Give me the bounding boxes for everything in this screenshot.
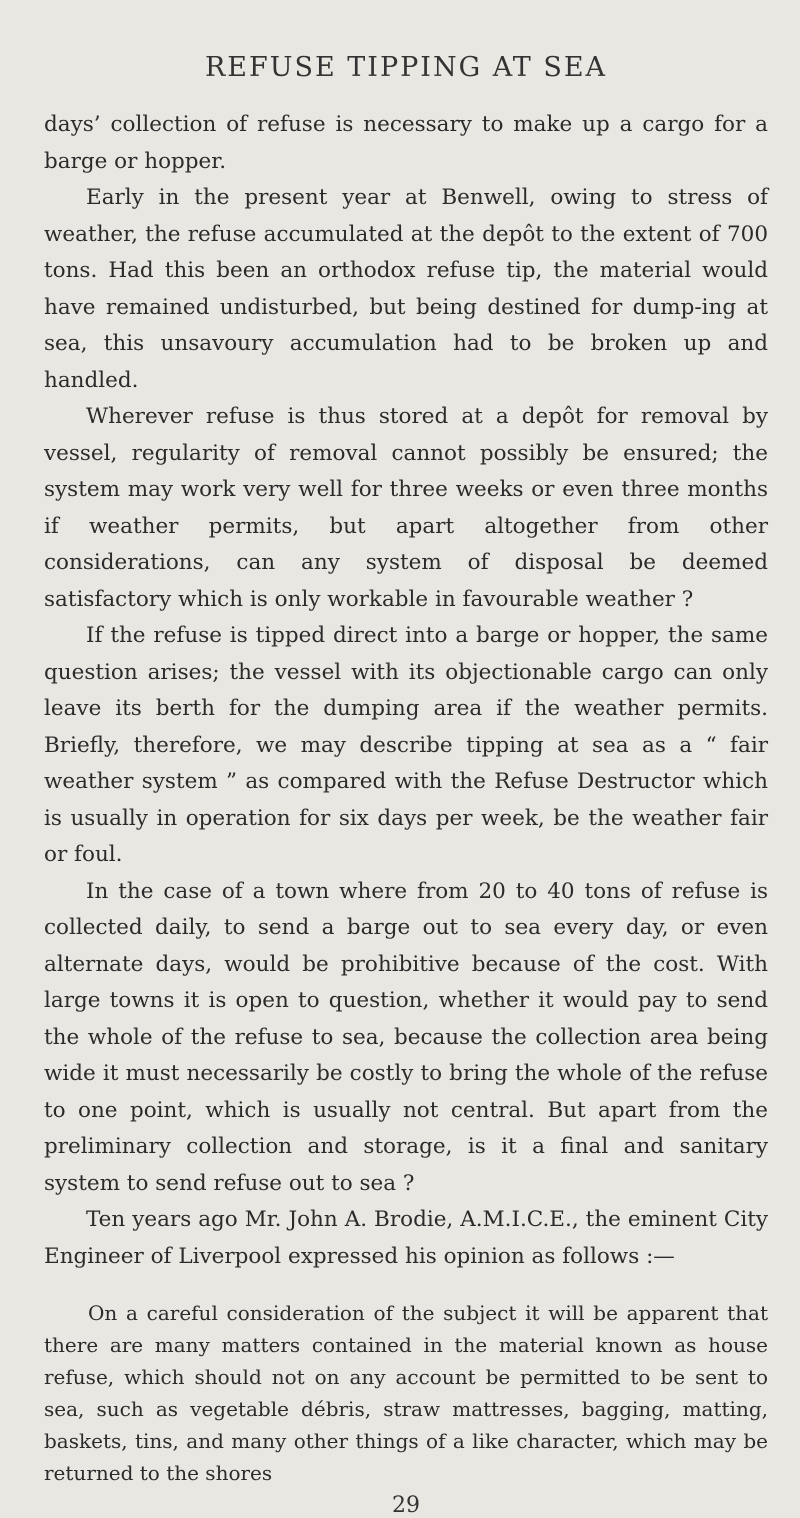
paragraph-barge-hopper: If the refuse is tipped direct into a barge or hopper, the same question arises; the vessel with its objectionable cargo can only leave its berth for the dumping area if the weather permits. Briefly, therefore, we may describe tipping at sea as a “ fair weather system ” as compared with the Refuse Destructor which is usually in operation for six days per week, be the weather fair or foul. [44,623,768,867]
paragraph-town-cost: In the case of a town where from 20 to 40 tons of refuse is collected daily, to send a barge out to sea every day, or even alternate days, would be prohibitive because of the cost. With large towns it is open to question, whether it would pay to send the whole of the refuse to sea, because the collection area being wide it must necessarily be costly to bring the whole of the refuse to one point, which is usually not central. But apart from the preliminary collection and storage, is it a final and sanitary system to send refuse out to sea ? [44,878,768,1196]
paragraph-brodie: Ten years ago Mr. John A. Brodie, A.M.I.C.E., the eminent City Engineer of Liverpool expressed his opinion as follows :— [44,1207,768,1269]
page-number: 29 [392,1493,420,1518]
body-text [44,107,768,1489]
paragraph-depot-storage: Wherever refuse is thus stored at a depôt for removal by vessel, regularity of removal cannot possibly be ensured; the system may work very well for three weeks or even three months if weather permits, but apart altogether from other considerations, can any system of disposal be deemed satisfactory which is only workable in favourable weather ? [44,404,768,612]
paragraph-continuation: days’ collection of refuse is necessary to make up a cargo for a barge or hopper. [44,112,768,174]
block-quote: On a careful consideration of the subject it will be apparent that there are many matters contained in the material known as house refuse, which should not on any account be permitted to be sent to sea, such as vegetable débris, straw mattresses, bagging, matting, baskets, tins, and many other things of a like character, which may be returned to the shores [44,1301,768,1485]
running-head: REFUSE TIPPING AT SEA [204,52,608,83]
paragraph-benwell: Early in the present year at Benwell, owing to stress of weather, the refuse accumulated at the depôt to the extent of 700 tons. Had this been an orthodox refuse tip, the material would have remained undisturbed, but being destined for dump-ing at sea, this unsavoury accumulation had to be broken up and handled. [44,185,768,393]
